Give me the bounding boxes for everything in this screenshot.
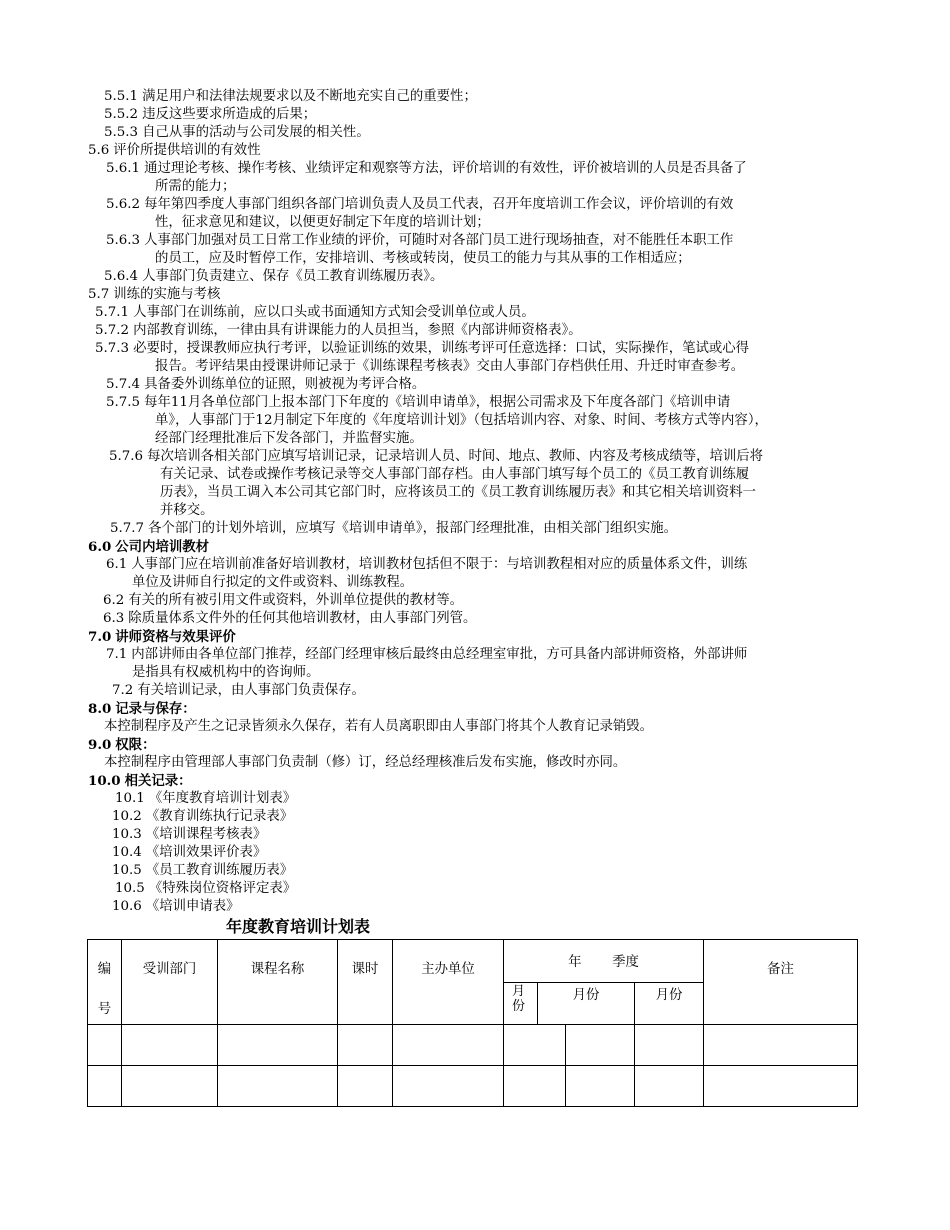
line-text: 有关的所有被引用文件或资料，外训单位提供的教材等。	[128, 593, 464, 608]
header-quarter-label: 季度	[612, 955, 639, 971]
line-text: 是指具有权威机构中的咨询师。	[132, 665, 320, 680]
table-cell[interactable]	[338, 1025, 393, 1066]
section-number: 5.5.2	[104, 107, 139, 122]
table-cell[interactable]	[504, 1066, 566, 1107]
section-number: 5.7.6	[109, 449, 144, 464]
table-row	[88, 1066, 858, 1107]
header-hours: 课时	[338, 940, 393, 1025]
table-cell[interactable]	[122, 1025, 218, 1066]
line-text: 《培训效果评价表》	[145, 845, 267, 860]
line-text: 自己从事的活动与公司发展的相关性。	[142, 125, 370, 140]
text-line	[112, 898, 240, 916]
section-number: 5.5.1	[104, 89, 139, 104]
header-month-1: 月份	[504, 982, 538, 1025]
line-text: 训练的实施与考核	[113, 287, 221, 302]
text-line	[132, 574, 413, 592]
table-cell[interactable]	[635, 1066, 704, 1107]
line-text: 人事部门在训练前，应以口头或书面通知方式知会受训单位或人员。	[133, 305, 535, 320]
text-line	[132, 664, 319, 682]
section-number: 5.7.4	[106, 377, 141, 392]
text-line	[155, 358, 744, 376]
line-text: 记录与保存：	[115, 701, 196, 717]
section-number: 5.7.3	[95, 341, 130, 356]
line-text: 并移交。	[160, 503, 214, 518]
line-text: 单》，人事部门于12月制定下年度的《年度培训计划》（包括培训内容、对象、时间、考核方式等内容），	[155, 413, 768, 428]
line-text: 经部门经理批准后下发各部门，并监督实施。	[155, 431, 423, 446]
text-line	[112, 844, 266, 862]
header-month-2: 月份	[538, 982, 635, 1025]
line-text: 人事部门应在培训前准备好培训教材，培训教材包括但不限于：与培训教程相对应的质量体系文件，训练	[131, 557, 748, 572]
section-number: 5.6.3	[106, 233, 141, 248]
section-number: 9.0	[88, 737, 112, 753]
section-number: 6.0	[88, 539, 112, 555]
line-text: 《员工教育训练履历表》	[145, 863, 294, 878]
section-number: 8.0	[88, 701, 112, 717]
section-number: 5.7.1	[95, 305, 130, 320]
text-line	[95, 304, 535, 322]
text-line	[104, 106, 316, 124]
table-cell[interactable]	[218, 1025, 338, 1066]
section-number: 10.1	[115, 791, 145, 806]
line-text: 本控制程序及产生之记录皆须永久保存，若有人员离职即由人事部门将其个人教育记录销毁。	[104, 719, 654, 734]
text-line	[95, 322, 582, 340]
section-number: 10.3	[112, 827, 142, 842]
line-text: 每次培训各相关部门应填写培训记录，记录培训人员、时间、地点、教师、内容及考核成绩等，培训后将	[147, 449, 764, 464]
section-number: 5.6.4	[104, 269, 139, 284]
table-cell[interactable]	[393, 1025, 504, 1066]
text-line	[104, 718, 653, 736]
section-number: 6.2	[103, 593, 125, 608]
section-number: 5.5.3	[104, 125, 139, 140]
text-line	[88, 286, 220, 304]
section-number: 5.6.2	[106, 197, 141, 212]
line-text: 有关记录、试卷或操作考核记录等交人事部门部存档。由人事部门填写每个员工的《员工教育训练履	[160, 467, 750, 482]
line-text: 每年11月各单位部门上报本部门下年度的《培训申请单》，根据公司需求及下年度各部门《培训申请	[144, 395, 731, 410]
section-number: 10.4	[112, 845, 142, 860]
line-text: 讲师资格与效果评价	[115, 629, 236, 645]
line-text: 满足用户和法律法规要求以及不断地充实自己的重要性；	[142, 89, 477, 104]
section-number: 5.7	[88, 287, 110, 302]
text-line	[155, 178, 235, 196]
header-number	[88, 940, 122, 1025]
text-line	[112, 682, 365, 700]
text-line	[160, 484, 756, 502]
text-line	[106, 160, 747, 178]
table-cell[interactable]	[338, 1066, 393, 1107]
table-cell[interactable]	[635, 1025, 704, 1066]
text-line	[110, 520, 677, 538]
text-line	[160, 502, 214, 520]
table-cell[interactable]	[566, 1025, 635, 1066]
text-line	[106, 646, 747, 664]
header-dept: 受训部门	[122, 940, 218, 1025]
line-text: 本控制程序由管理部人事部门负责制（修）订，经总经理核准后发布实施，修改时亦同。	[104, 755, 627, 770]
text-line	[109, 448, 763, 466]
table-cell[interactable]	[88, 1025, 122, 1066]
line-text: 历表》，当员工调入本公司其它部门时，应将该员工的《员工教育训练履历表》和其它相关培训资料一	[160, 485, 756, 500]
line-text: 相关记录：	[124, 773, 192, 789]
text-line	[104, 268, 443, 286]
line-text: 《特殊岗位资格评定表》	[148, 881, 297, 896]
text-line	[104, 124, 370, 142]
line-text: 内部教育训练，一律由具有讲课能力的人员担当，参照《内部讲师资格表》。	[133, 323, 582, 338]
header-number-bottom: 号	[97, 1002, 112, 1017]
section-number: 6.3	[103, 611, 125, 626]
section-number: 7.0	[88, 629, 112, 645]
text-line	[88, 736, 155, 754]
text-line	[155, 430, 423, 448]
line-text: 《年度教育培训计划表》	[148, 791, 297, 806]
text-line	[106, 376, 425, 394]
section-number: 6.1	[106, 557, 128, 572]
line-text: 所需的能力；	[155, 179, 236, 194]
header-remark: 备注	[704, 940, 858, 1025]
text-line	[88, 142, 261, 160]
header-host: 主办单位	[393, 940, 504, 1025]
header-number-top: 编	[97, 962, 112, 977]
line-text: 评价所提供培训的有效性	[113, 143, 261, 158]
section-number: 10.0	[88, 773, 121, 789]
line-text: 报告。考评结果由授课讲师记录于《训练课程考核表》交由人事部门存档供任用、升迁时审查参考。	[155, 359, 745, 374]
text-line	[106, 394, 730, 412]
table-cell[interactable]	[88, 1066, 122, 1107]
section-number: 5.6	[88, 143, 110, 158]
header-month-3: 月份	[635, 982, 704, 1025]
table-cell[interactable]	[704, 1066, 858, 1107]
text-line	[106, 556, 747, 574]
line-text: 性，征求意见和建议，以便更好制定下年度的培训计划；	[155, 215, 490, 230]
table-title: 年度教育培训计划表	[226, 917, 371, 936]
line-text: 有关培训记录，由人事部门负责保存。	[137, 683, 365, 698]
section-number: 10.6	[112, 899, 142, 914]
text-line	[106, 196, 733, 214]
line-text: 《培训申请表》	[145, 899, 240, 914]
training-plan-table	[87, 939, 858, 1107]
header-course: 课程名称	[218, 940, 338, 1025]
line-text: 各个部门的计划外培训，应填写《培训申请单》，报部门经理批准，由相关部门组织实施。	[148, 521, 678, 536]
line-text: 人事部门负责建立、保存《员工教育训练履历表》。	[142, 269, 444, 284]
text-line	[103, 610, 476, 628]
text-line	[160, 466, 749, 484]
line-text: 通过理论考核、操作考核、业绩评定和观察等方法，评价培训的有效性，评价被培训的人员是否具备了	[144, 161, 747, 176]
section-number: 5.7.5	[106, 395, 141, 410]
line-text: 公司内培训教材	[115, 539, 210, 555]
table-cell[interactable]	[704, 1025, 858, 1066]
text-line	[104, 754, 626, 772]
section-number: 7.2	[112, 683, 134, 698]
line-text: 权限：	[115, 737, 156, 753]
section-number: 5.6.1	[106, 161, 141, 176]
table-cell[interactable]	[566, 1066, 635, 1107]
line-text: 除质量体系文件外的任何其他培训教材，由人事部门列管。	[128, 611, 477, 626]
section-number: 10.2	[112, 809, 142, 824]
text-line	[104, 88, 477, 106]
text-line	[106, 232, 733, 250]
header-row-1	[88, 940, 858, 983]
text-line	[115, 880, 296, 898]
section-number: 5.7.2	[95, 323, 130, 338]
table-cell[interactable]	[218, 1066, 338, 1107]
line-text: 人事部门加强对员工日常工作业绩的评价，可随时对各部门员工进行现场抽查，对不能胜任本职工作	[144, 233, 734, 248]
section-number: 5.7.7	[110, 521, 145, 536]
text-line	[155, 412, 768, 430]
text-line	[155, 250, 691, 268]
text-line	[112, 862, 293, 880]
line-text: 《培训课程考核表》	[145, 827, 267, 842]
line-text: 《教育训练执行记录表》	[145, 809, 294, 824]
section-number: 10.5	[112, 863, 142, 878]
text-line	[112, 808, 293, 826]
line-text: 具备委外训练单位的证照，则被视为考评合格。	[144, 377, 426, 392]
text-line	[95, 340, 749, 358]
line-text: 每年第四季度人事部门组织各部门培训负责人及员工代表，召开年度培训工作会议，评价培训的有效	[144, 197, 734, 212]
section-number: 10.5	[115, 881, 145, 896]
table-cell[interactable]	[393, 1066, 504, 1107]
text-line	[88, 538, 209, 556]
line-text: 违反这些要求所造成的后果；	[142, 107, 317, 122]
header-quarter	[504, 940, 704, 983]
line-text: 必要时，授课教师应执行考评，以验证训练的效果，训练考评可任意选择：口试，实际操作，笔试或心得	[133, 341, 750, 356]
text-line	[115, 790, 296, 808]
section-number: 7.1	[106, 647, 128, 662]
table-cell[interactable]	[122, 1066, 218, 1107]
text-line	[88, 628, 236, 646]
line-text: 内部讲师由各单位部门推荐，经部门经理审核后最终由总经理室审批，方可具备内部讲师资格，外部讲师	[131, 647, 748, 662]
text-line	[88, 772, 192, 790]
line-text: 单位及讲师自行拟定的文件或资料、训练教程。	[132, 575, 414, 590]
header-quarter-year: 年	[568, 955, 582, 971]
text-line	[155, 214, 490, 232]
text-line	[112, 826, 266, 844]
table-row	[88, 1025, 858, 1066]
text-line	[103, 592, 463, 610]
table-cell[interactable]	[504, 1025, 566, 1066]
line-text: 的员工，应及时暂停工作，安排培训、考核或转岗，使员工的能力与其从事的工作相适应；	[155, 251, 691, 266]
text-line	[88, 700, 196, 718]
